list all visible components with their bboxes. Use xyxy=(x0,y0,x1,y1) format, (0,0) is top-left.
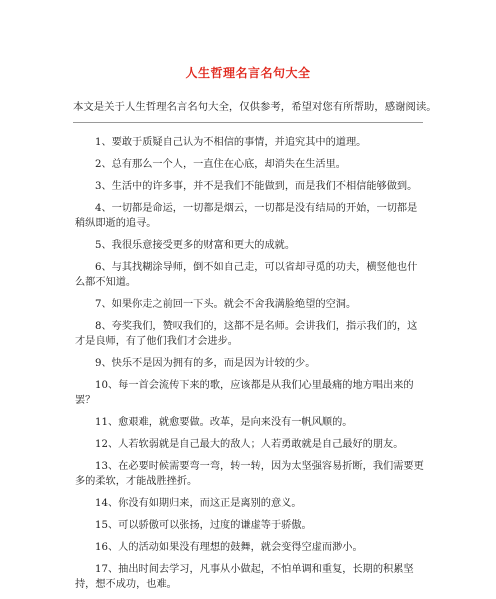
list-item: 15、可以骄傲可以张扬，过度的谦虚等于骄傲。 xyxy=(95,520,312,531)
list-item: 11、愈艰难，就愈要做。改革，是向来没有一帆风顺的。 xyxy=(95,417,353,428)
list-item: 14、你没有如期归来，而这正是离别的意义。 xyxy=(95,498,302,509)
list-item: 12、人若软弱就是自己最大的敌人；人若勇敢就是自己最好的朋友。 xyxy=(95,439,404,450)
divider-line xyxy=(73,122,423,123)
list-item: 5、我很乐意接受更多的财富和更大的成就。 xyxy=(95,240,296,251)
list-item: 13、在必要时候需要弯一弯，转一转，因为太坚强容易折断，我们需要更多的柔软，才能战胜挫折。 xyxy=(75,461,424,487)
list-item: 3、生活中的许多事，并不是我们不能做到，而是我们不相信能够做到。 xyxy=(95,181,418,192)
document-title: 人生哲理名言名句大全 xyxy=(185,66,311,80)
list-item: 16、人的活动如果没有理想的鼓舞，就会变得空虚而渺小。 xyxy=(95,542,363,553)
list-item: 1、要敢于质疑自己认为不相信的事情，并追究其中的道理。 xyxy=(95,137,367,148)
list-item: 8、夸奖我们，赞叹我们的，这都不是名师。会讲我们，指示我们的，这才是良师，有了他们我们才会进步。 xyxy=(75,321,418,347)
list-item: 4、一切都是命运，一切都是烟云，一切都是没有结局的开始，一切都是稍纵即逝的追寻。 xyxy=(75,203,418,229)
list-item: 17、抽出时间去学习，凡事从小做起，不怕单调和重复，长期的积累坚持，想不成功，也难。 xyxy=(75,564,414,590)
list-item: 10、每一首会流传下来的歌，应该都是从我们心里最痛的地方唱出来的罢？ xyxy=(75,380,414,406)
list-item: 9、快乐不是因为拥有的多，而是因为计较的少。 xyxy=(95,358,316,369)
list-item: 7、如果你走之前回一下头。就会不舍我满脸绝望的空洞。 xyxy=(95,299,357,310)
document-intro: 本文是关于人生哲理名言名句大全，仅供参考，希望对您有所帮助，感谢阅读。 xyxy=(73,101,437,113)
quote-list xyxy=(75,135,425,599)
list-item: 6、与其找糊涂导师，倒不如自己走，可以省却寻觅的功夫，横竖他也什么都不知道。 xyxy=(75,262,418,288)
list-item: 2、总有那么一个人，一直住在心底，却消失在生活里。 xyxy=(95,159,346,170)
